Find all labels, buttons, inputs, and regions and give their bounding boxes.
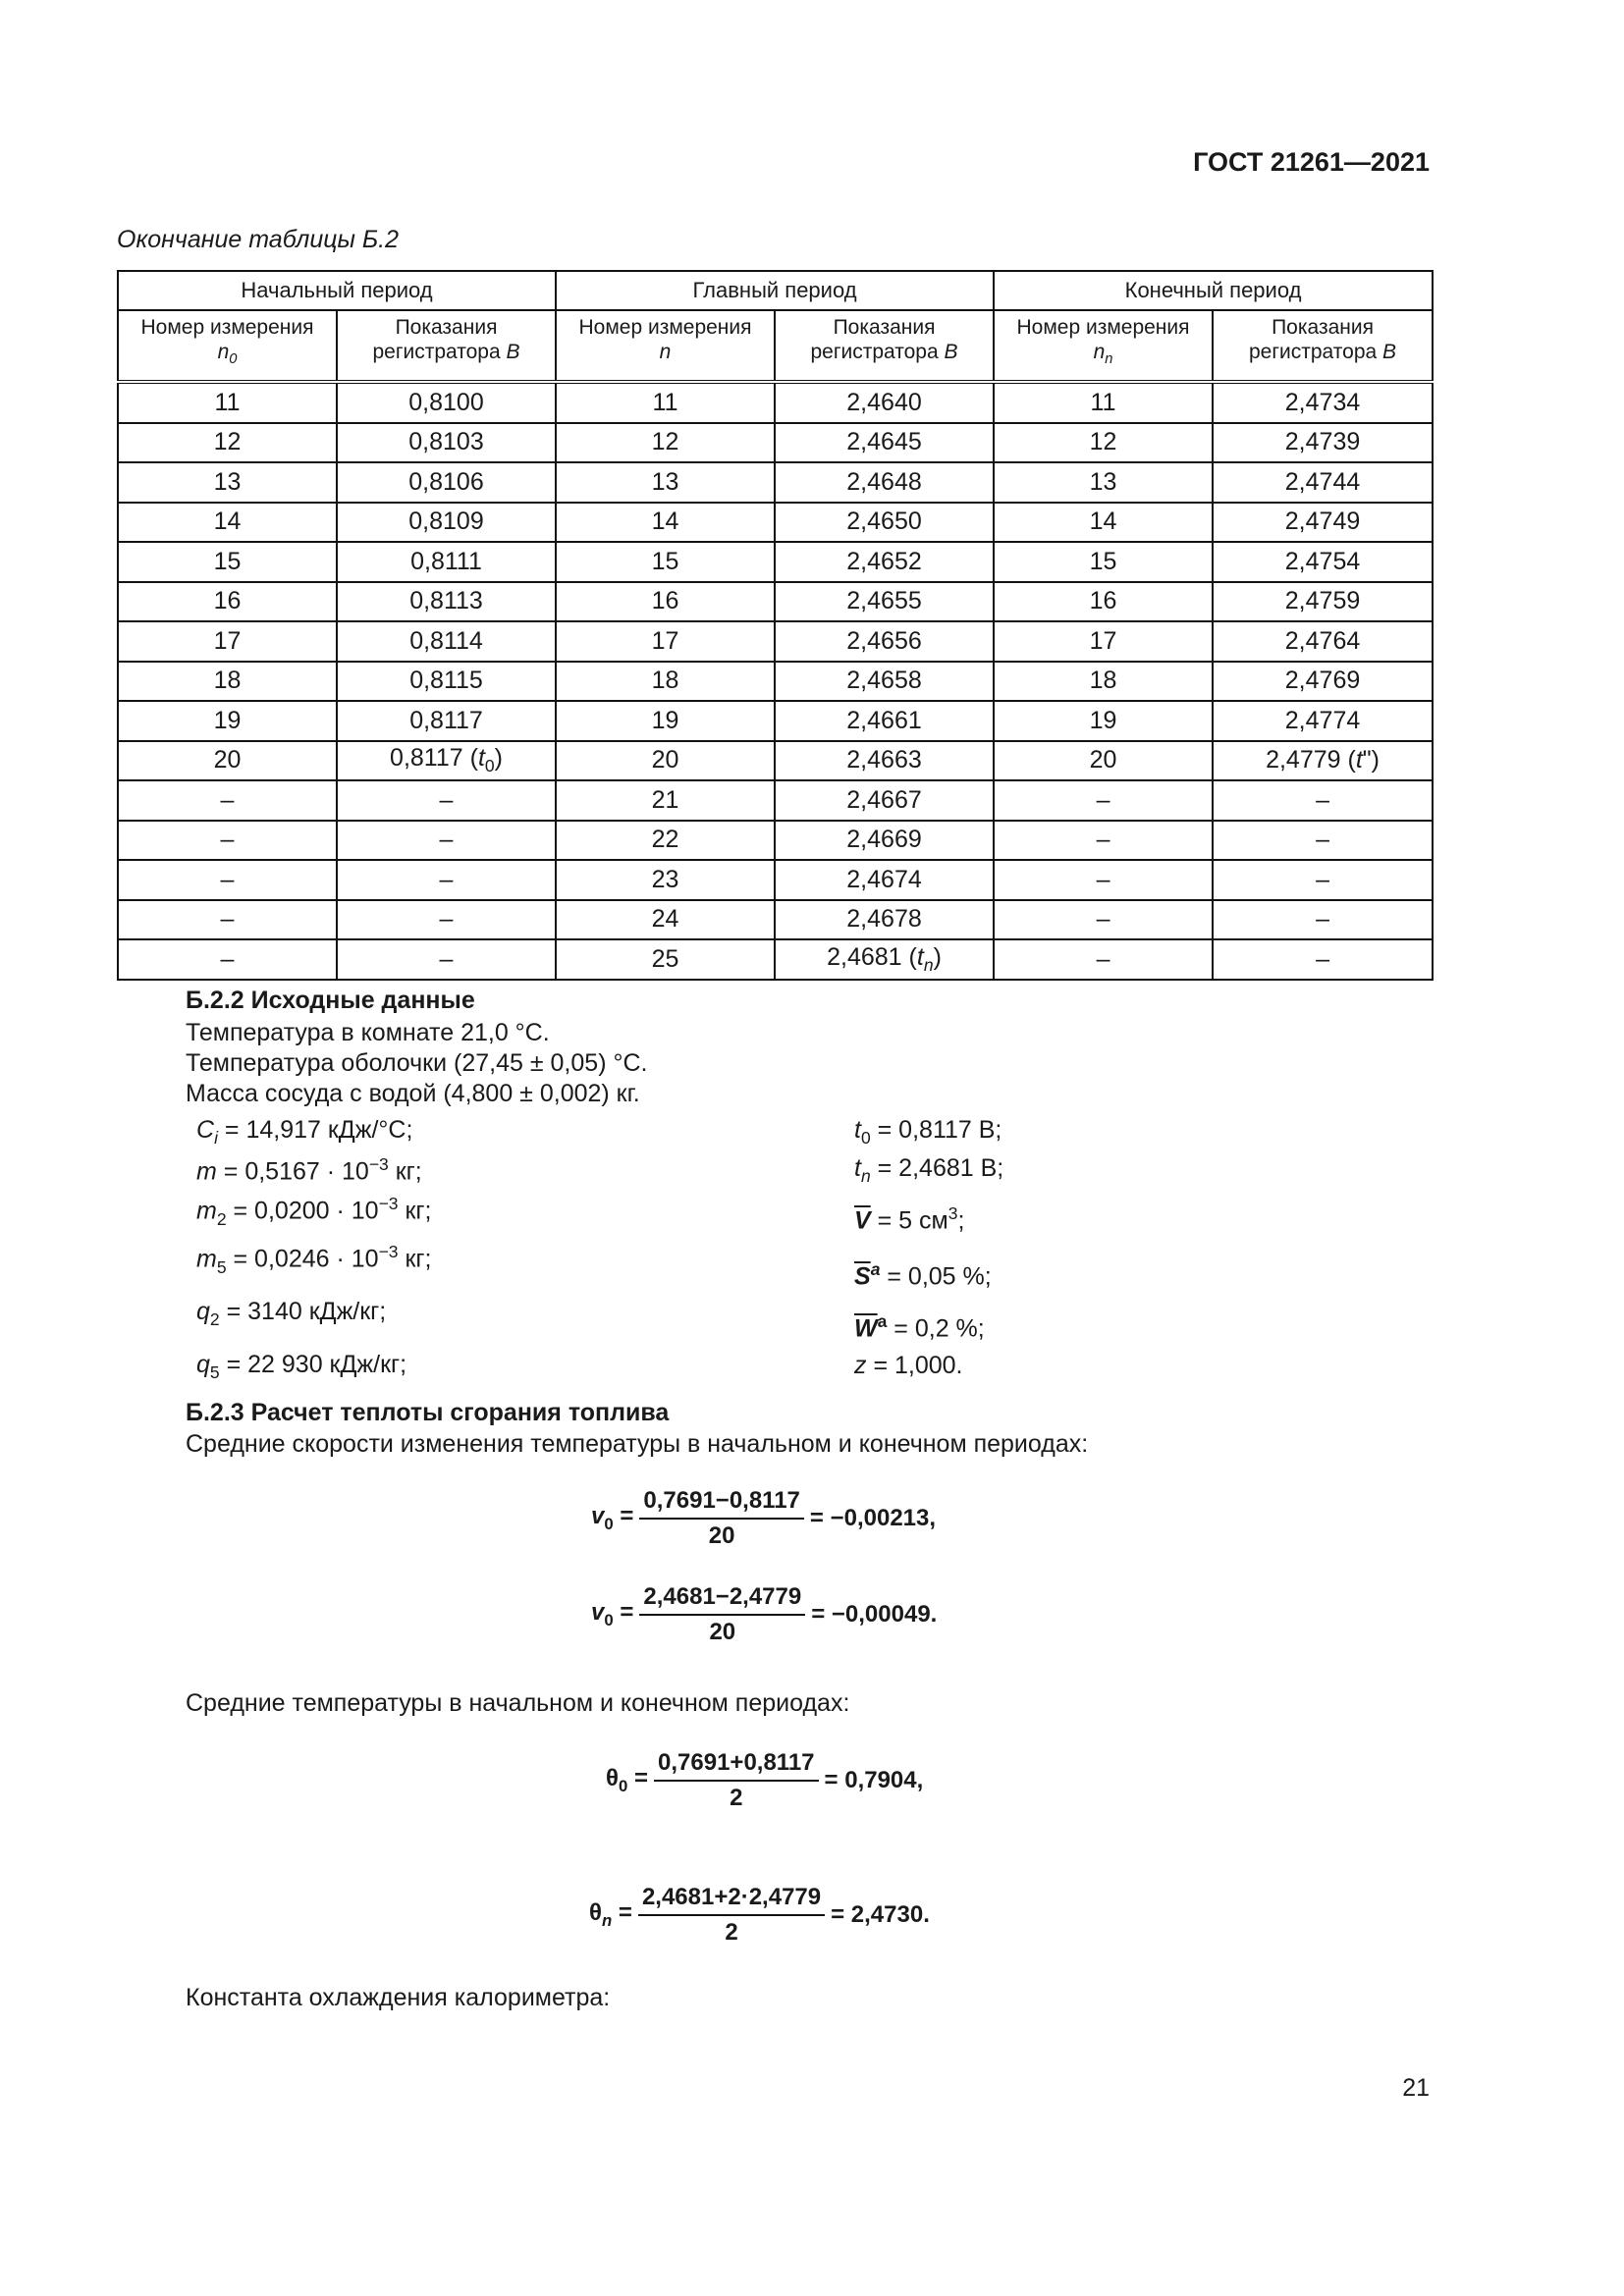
table-cell: 17: [556, 621, 775, 662]
value-m5: $m_5 = 0,0246 \cdot 10^{-3}$ кг;: [196, 1242, 432, 1277]
table-cell: –: [337, 939, 556, 980]
table-cell: –: [994, 821, 1213, 861]
table-row: [118, 423, 1433, 463]
table-cell: 18: [118, 662, 337, 702]
section-title: Б.2.3 Расчет теплоты сгорания топлива: [186, 1399, 670, 1426]
formula-v0-initial: $v_0$ = $\frac{0,7691-0,8117}{20}$ = −0,00213,: [591, 1487, 937, 1549]
table-cell: 2,4658: [775, 662, 994, 702]
table-row: [118, 741, 1433, 781]
table-cell: 12: [118, 423, 337, 463]
table-cell: –: [1213, 860, 1433, 900]
table-cell: 12: [994, 423, 1213, 463]
column-header-nn: Номер измерения $n_n$: [994, 310, 1213, 382]
table-cell: 19: [994, 701, 1213, 741]
table-row: [118, 542, 1433, 582]
table-row: [118, 780, 1433, 821]
table-cell: 18: [556, 662, 775, 702]
formula-theta0: $\theta_0$ = $\frac{0,7691+0,8117}{2}$ = 0,7904,: [606, 1749, 924, 1811]
table-row: [118, 821, 1433, 861]
table-cell: 11: [994, 382, 1213, 423]
table-cell: –: [337, 780, 556, 821]
table-cell: 0,8103: [337, 423, 556, 463]
value-tn: $t_n = 2,4681$ В;: [854, 1154, 1004, 1187]
table-cell: 25: [556, 939, 775, 980]
table-cell: 2,4656: [775, 621, 994, 662]
table-cell: 2,4648: [775, 462, 994, 503]
table-cell: –: [118, 780, 337, 821]
vessel-mass: Масса сосуда с водой (4,800 ± 0,002) кг.: [186, 1080, 640, 1107]
table-cell: 13: [556, 462, 775, 503]
table-cell: 15: [118, 542, 337, 582]
table-cell: 2,4678: [775, 900, 994, 940]
table-cell: 0,8115: [337, 662, 556, 702]
table-cell: 2,4655: [775, 582, 994, 622]
table-cell: –: [1213, 939, 1433, 980]
table-cell: 13: [994, 462, 1213, 503]
table-cell: 2,4739: [1213, 423, 1433, 463]
table-cell: 2,4669: [775, 821, 994, 861]
table-cell: –: [994, 900, 1213, 940]
table-cell: 2,4779 (t"): [1213, 741, 1433, 781]
table-row: [118, 860, 1433, 900]
shell-temperature: Температура оболочки (27,45 ± 0,05) °С.: [186, 1049, 648, 1077]
table-cell: –: [994, 780, 1213, 821]
value-m: $m = 0,5167 \cdot 10^{-3}$ кг;: [196, 1154, 422, 1186]
table-cell: 11: [118, 382, 337, 423]
table-cell: 2,4652: [775, 542, 994, 582]
table-cell: 2,4650: [775, 503, 994, 543]
table-cell: –: [118, 821, 337, 861]
document-id: ГОСТ 21261—2021: [1193, 147, 1430, 177]
table-cell: 20: [556, 741, 775, 781]
table-cell: 0,8109: [337, 503, 556, 543]
section-b23: [186, 1399, 1088, 1459]
table-row: [118, 662, 1433, 702]
value-ci: $C_i = 14,917$ кДж/°С;: [196, 1116, 413, 1148]
value-w: $\overline{W}^a = 0,2$ %;: [854, 1311, 985, 1343]
table-cell: 0,8114: [337, 621, 556, 662]
table-cell: 2,4663: [775, 741, 994, 781]
table-cell: –: [337, 900, 556, 940]
table-cell: 2,4674: [775, 860, 994, 900]
table-cell: 0,8111: [337, 542, 556, 582]
table-cell: 16: [118, 582, 337, 622]
table-row: [118, 382, 1433, 423]
temps-intro: Средние температуры в начальном и конечном периодах:: [186, 1689, 850, 1717]
table-cell: 2,4754: [1213, 542, 1433, 582]
table-cell: –: [337, 821, 556, 861]
table-row: [118, 503, 1433, 543]
const-intro: Константа охлаждения калориметра:: [186, 1984, 611, 2011]
formula-thetan: $\theta_n$ = $\frac{2,4681+2\cdot 2,4779}{2}$ = 2,4730.: [589, 1884, 930, 1946]
table-cell: 11: [556, 382, 775, 423]
table-cell: 2,4749: [1213, 503, 1433, 543]
table-cell: 0,8117: [337, 701, 556, 741]
table-cell: 2,4734: [1213, 382, 1433, 423]
section-b22: [186, 987, 647, 1109]
value-m2: $m_2 = 0,0200 \cdot 10^{-3}$ кг;: [196, 1194, 432, 1229]
table-cell: 20: [118, 741, 337, 781]
table-cell: 0,8106: [337, 462, 556, 503]
formula-v0-final: $v_0$ = $\frac{2,4681-2,4779}{20}$ = −0,00049.: [591, 1583, 938, 1645]
table-cell: 2,4661: [775, 701, 994, 741]
table-cell: 2,4640: [775, 382, 994, 423]
table-cell: 2,4681 $(t_n)$: [775, 939, 994, 980]
table-cell: 16: [556, 582, 775, 622]
value-v: $\overline{V} = 5$ $см^3$;: [854, 1203, 965, 1235]
table-cell: 2,4645: [775, 423, 994, 463]
table-cell: 0,8100: [337, 382, 556, 423]
table-cell: 14: [994, 503, 1213, 543]
group-header-initial: Начальный период: [118, 271, 556, 310]
table-cell: –: [1213, 780, 1433, 821]
table-cell: 2,4667: [775, 780, 994, 821]
value-s: $\overline{S}^a = 0,05$ %;: [854, 1259, 992, 1291]
measurements-table: [117, 270, 1434, 981]
table-cell: 12: [556, 423, 775, 463]
table-cell: 15: [556, 542, 775, 582]
table-cell: 15: [994, 542, 1213, 582]
table-cell: 24: [556, 900, 775, 940]
table-cell: 16: [994, 582, 1213, 622]
table-cell: –: [337, 860, 556, 900]
column-header-reading-main: Показания регистратора В: [775, 310, 994, 382]
table-cell: 18: [994, 662, 1213, 702]
table-cell: 14: [118, 503, 337, 543]
group-header-main: Главный период: [556, 271, 994, 310]
table-row: [118, 462, 1433, 503]
table-row: [118, 621, 1433, 662]
table-cell: –: [118, 939, 337, 980]
table-body: [118, 382, 1433, 980]
table-cell: 2,4744: [1213, 462, 1433, 503]
room-temperature: Температура в комнате 21,0 °С.: [186, 1019, 550, 1046]
table-cell: 21: [556, 780, 775, 821]
table-cell: 19: [556, 701, 775, 741]
table-cell: –: [118, 860, 337, 900]
table-cell: –: [1213, 821, 1433, 861]
rates-intro: Средние скорости изменения температуры в начальном и конечном периодах:: [186, 1430, 1089, 1458]
section-lines: [186, 1018, 647, 1109]
group-header-final: Конечный период: [994, 271, 1433, 310]
section-title: Б.2.2 Исходные данные: [186, 987, 475, 1014]
table-cell: 17: [994, 621, 1213, 662]
table-row: [118, 701, 1433, 741]
table-row: [118, 900, 1433, 940]
table-cell: 0,8117 $(t_0)$: [337, 741, 556, 781]
column-header-n: Номер измерения n: [556, 310, 775, 382]
value-t0: $t_0 = 0,8117$ В;: [854, 1116, 1002, 1148]
column-header-reading-initial: Показания регистратора В: [337, 310, 556, 382]
table-caption: Окончание таблицы Б.2: [117, 226, 399, 253]
table-cell: –: [1213, 900, 1433, 940]
value-q2: $q_2 = 3140$ кДж/кг;: [196, 1298, 387, 1330]
value-z: z = 1,000.: [854, 1352, 963, 1379]
page-number: 21: [1402, 2074, 1430, 2102]
table-cell: 17: [118, 621, 337, 662]
value-q5: $q_5 = 22$ 930 кДж/кг;: [196, 1351, 407, 1383]
table-row: [118, 939, 1433, 980]
table-cell: 2,4774: [1213, 701, 1433, 741]
table-cell: 0,8113: [337, 582, 556, 622]
table-row: [118, 582, 1433, 622]
table-cell: –: [118, 900, 337, 940]
table-cell: 20: [994, 741, 1213, 781]
table-cell: –: [994, 939, 1213, 980]
table-cell: –: [994, 860, 1213, 900]
column-header-n0: Номер измерения $n_0$: [118, 310, 337, 382]
table-cell: 22: [556, 821, 775, 861]
table-cell: 2,4764: [1213, 621, 1433, 662]
column-header-reading-final: Показания регистратора В: [1213, 310, 1433, 382]
table-cell: 13: [118, 462, 337, 503]
table-cell: 2,4759: [1213, 582, 1433, 622]
table-cell: 23: [556, 860, 775, 900]
table-cell: 14: [556, 503, 775, 543]
table-cell: 2,4769: [1213, 662, 1433, 702]
table-cell: 19: [118, 701, 337, 741]
